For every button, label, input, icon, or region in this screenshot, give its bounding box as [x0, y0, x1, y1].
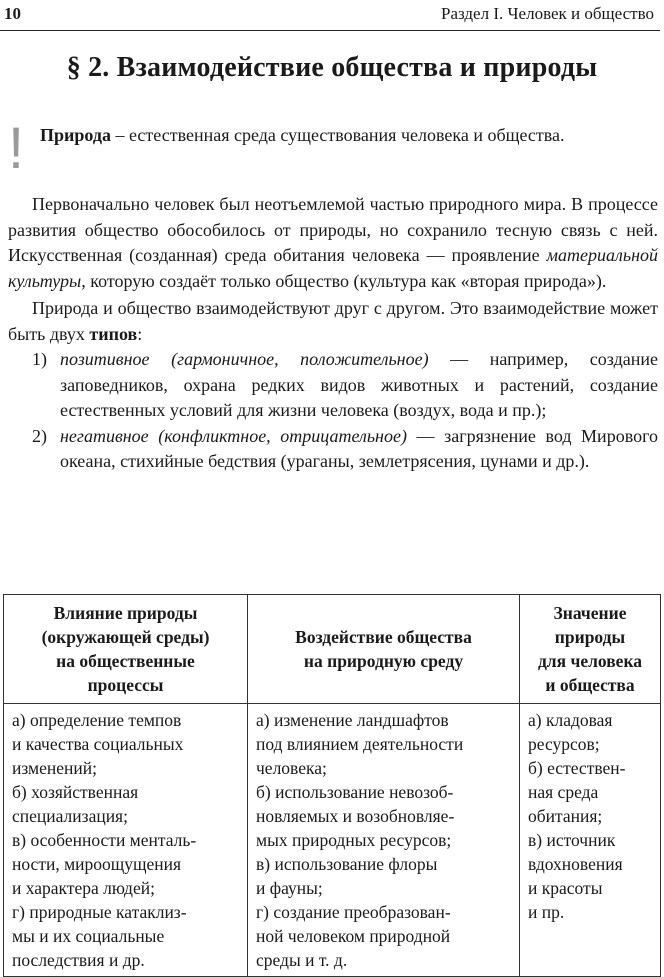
cell-line: среды и т. д.	[256, 950, 348, 970]
table-cell-nature-significance	[520, 704, 661, 977]
cell-line: ная среда	[528, 782, 599, 802]
table-header-nature-significance	[520, 595, 661, 704]
header-line: природы	[554, 627, 626, 647]
header-line: Воздействие общества	[295, 627, 472, 647]
cell-line: мых природных ресурсов;	[256, 830, 452, 850]
list-item-emphasis: позитивное (гармоничное, положительное)	[60, 349, 429, 369]
cell-line: б) хозяйственная	[12, 782, 139, 802]
list-item-text: — например, создание заповедников, охрана редких видов животных и растений, создание естественных условий для жизни человека (воздух, вода и пр.);	[60, 349, 658, 420]
cell-line: ности, мироощущения	[12, 854, 182, 874]
paragraph-2-part-2: :	[137, 323, 143, 344]
cell-line: г) создание преобразован-	[256, 902, 451, 922]
list-item-number: 2)	[32, 425, 47, 446]
cell-line: и качества социальных	[12, 734, 184, 754]
cell-line: и фауны;	[256, 878, 323, 898]
cell-line: а) кладовая	[528, 710, 613, 730]
body-text	[8, 192, 658, 475]
header-line: для человека	[537, 651, 643, 671]
cell-line: б) использование невозоб-	[256, 782, 454, 802]
nature-society-table	[3, 594, 661, 977]
table-header-society-impact	[248, 595, 520, 704]
table-cell-society-impact	[248, 704, 520, 977]
paragraph-1-part-2: , которую создаёт только общество (культура как «вторая природа»).	[81, 270, 607, 291]
cell-line: г) природные катаклиз-	[12, 902, 187, 922]
cell-line: ной человеком природной	[256, 926, 451, 946]
header-line: Влияние природы	[53, 603, 198, 623]
header-line: на общественные	[56, 651, 195, 671]
interaction-types-list	[8, 347, 658, 475]
definition-text	[40, 122, 658, 149]
cell-line: мы и их социальные	[12, 926, 165, 946]
cell-line: и красоты	[528, 878, 603, 898]
list-item	[8, 424, 658, 475]
cell-line: ресурсов;	[528, 734, 600, 754]
definition-term: Природа	[40, 125, 111, 145]
cell-line: изменений;	[12, 758, 97, 778]
paragraph-2-part-1: Природа и общество взаимодействуют друг с другом. Это взаимодействие может быть двух	[8, 298, 658, 344]
table-cell-nature-influence	[4, 704, 248, 977]
cell-line: а) определение темпов	[12, 710, 182, 730]
cell-line: новляемых и возобновляе-	[256, 806, 455, 826]
list-item	[8, 347, 658, 424]
paragraph-2-strong: типов	[89, 323, 138, 344]
table-row	[4, 704, 661, 977]
running-head-section: Раздел I. Человек и общество	[441, 4, 654, 23]
cell-line: в) особенности менталь-	[12, 830, 197, 850]
list-item-emphasis: негативное (конфликтное, отрицательное)	[60, 425, 407, 446]
cell-line: человека;	[256, 758, 327, 778]
cell-line: обитания;	[528, 806, 603, 826]
exclamation-icon: !	[8, 116, 25, 181]
table-header-nature-influence	[4, 595, 248, 704]
paragraph-1-emphasis: материальной культуры	[8, 245, 658, 291]
cell-line: в) использование флоры	[256, 854, 438, 874]
cell-line: и характера людей;	[12, 878, 155, 898]
cell-line: а) изменение ландшафтов	[256, 710, 449, 730]
cell-line: под влиянием деятельности	[256, 734, 464, 754]
cell-line: последствия и др.	[12, 950, 145, 970]
header-line: и общества	[545, 675, 635, 695]
section-title: § 2. Взаимодействие общества и природы	[66, 52, 598, 83]
definition-block	[8, 116, 658, 181]
page-number: 10	[4, 4, 21, 23]
cell-line: в) источник	[528, 830, 616, 850]
paragraph-2	[8, 296, 658, 347]
header-line: Значение	[553, 603, 627, 623]
list-item-number: 1)	[32, 349, 47, 369]
cell-line: и пр.	[528, 902, 565, 922]
list-item-text: — загрязнение вод Мирового океана, стихийные бедствия (ураганы, землетрясения, цунами и др.).	[60, 425, 658, 471]
cell-line: б) естествен-	[528, 758, 626, 778]
paragraph-1	[8, 192, 658, 294]
header-line: (окружающей среды)	[41, 627, 210, 647]
header-line: на природную среду	[303, 651, 464, 671]
cell-line: специализация;	[12, 806, 128, 826]
paragraph-1-part-1: Первоначально человек был неотъемлемой частью природного мира. В процессе развития общество обособилось от природы, но сохранило тесную связь с ней. Искусственная (созданная) среда обитания человека — проявление	[8, 194, 658, 265]
table-header-row	[4, 595, 661, 704]
cell-line: вдохновения	[528, 854, 623, 874]
definition-body: – естественная среда существования человека и общества.	[110, 125, 565, 145]
running-head	[0, 0, 660, 31]
header-line: процессы	[87, 675, 164, 695]
